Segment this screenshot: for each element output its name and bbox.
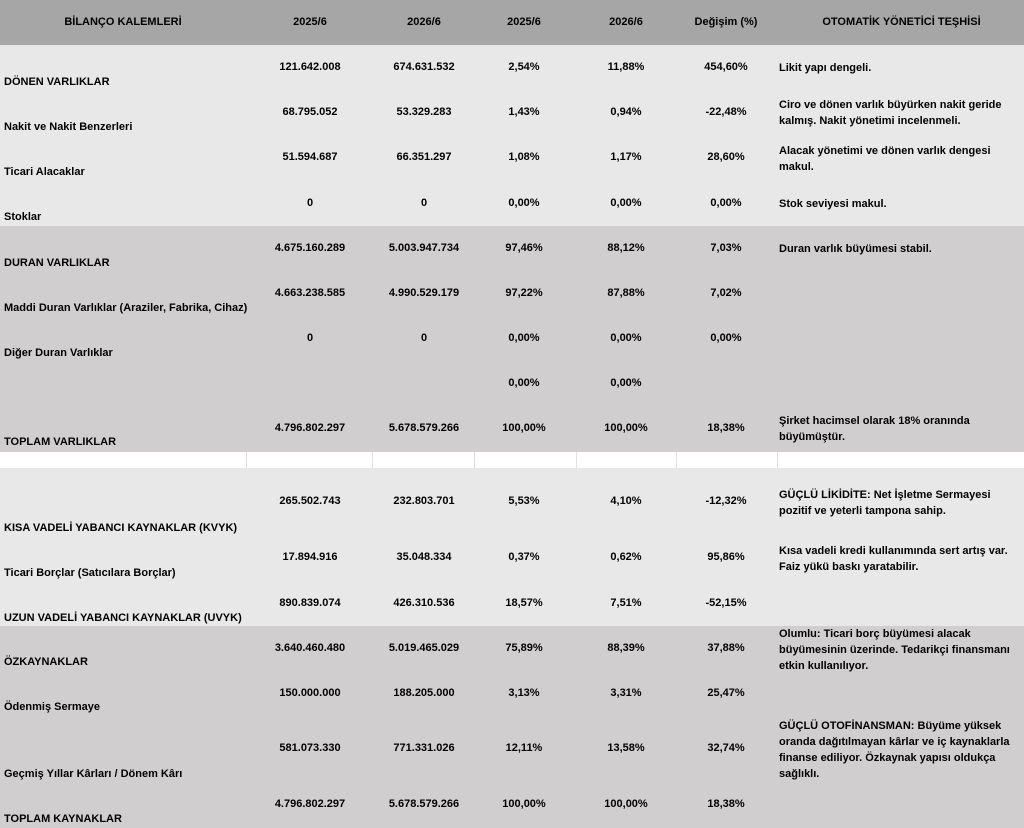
value-2025: 121.642.008 bbox=[279, 61, 341, 73]
pct-2026: 100,00% bbox=[604, 422, 648, 434]
pct-2025: 97,46% bbox=[505, 242, 543, 254]
value-2026: 771.331.026 bbox=[393, 742, 455, 754]
row-label: Nakit ve Nakit Benzerleri bbox=[4, 121, 133, 133]
diagnosis-note: Duran varlık büyümesi stabil. bbox=[779, 243, 932, 255]
header-items: BİLANÇO KALEMLERİ bbox=[64, 16, 182, 28]
pct-2025: 75,89% bbox=[505, 642, 543, 654]
value-2026: 0 bbox=[420, 197, 428, 209]
value-2026: 0 bbox=[420, 332, 428, 344]
value-2025: 581.073.330 bbox=[279, 742, 341, 754]
header-year-2: 2026/6 bbox=[407, 16, 441, 28]
row-label: Ödenmiş Sermaye bbox=[4, 701, 100, 713]
value-2025: 4.796.802.297 bbox=[274, 422, 346, 434]
change-pct: -52,15% bbox=[705, 597, 747, 609]
pct-2026: 1,17% bbox=[610, 151, 642, 163]
header-year-2-pct: 2026/6 bbox=[609, 16, 643, 28]
pct-2025: 12,11% bbox=[505, 742, 543, 754]
change-pct: 0,00% bbox=[710, 197, 742, 209]
value-2026: 4.990.529.179 bbox=[388, 287, 460, 299]
row-label: Diğer Duran Varlıklar bbox=[4, 347, 113, 359]
diagnosis-note: Kısa vadeli kredi kullanımında sert artış var. Faiz yükü baskı yaratabilir. bbox=[779, 545, 1008, 573]
value-2026: 5.019.465.029 bbox=[388, 642, 460, 654]
value-2025: 265.502.743 bbox=[279, 495, 341, 507]
change-pct: 37,88% bbox=[707, 642, 745, 654]
row-label: TOPLAM VARLIKLAR bbox=[4, 436, 117, 448]
value-2026: 66.351.297 bbox=[396, 151, 452, 163]
change-pct: 18,38% bbox=[707, 422, 745, 434]
pct-2025: 97,22% bbox=[505, 287, 543, 299]
gap-divider bbox=[676, 452, 677, 468]
pct-2025: 2,54% bbox=[508, 61, 540, 73]
pct-2025: 0,00% bbox=[508, 377, 540, 389]
value-2026: 426.310.536 bbox=[393, 597, 455, 609]
value-2025: 68.795.052 bbox=[282, 106, 338, 118]
value-2025: 3.640.460.480 bbox=[274, 642, 346, 654]
value-2026: 53.329.283 bbox=[396, 106, 452, 118]
pct-2025: 0,37% bbox=[508, 551, 540, 563]
change-pct: 28,60% bbox=[707, 151, 745, 163]
gap-divider bbox=[372, 452, 373, 468]
pct-2025: 1,08% bbox=[508, 151, 540, 163]
change-pct: 95,86% bbox=[707, 551, 745, 563]
pct-2025: 0,00% bbox=[508, 197, 540, 209]
pct-2025: 100,00% bbox=[502, 422, 546, 434]
pct-2026: 11,88% bbox=[607, 61, 645, 73]
pct-2025: 5,53% bbox=[508, 495, 540, 507]
row-label: DÖNEN VARLIKLAR bbox=[4, 76, 110, 88]
gap-divider bbox=[777, 452, 778, 468]
value-2025: 17.894.916 bbox=[282, 551, 338, 563]
pct-2026: 87,88% bbox=[607, 287, 645, 299]
pct-2026: 0,62% bbox=[610, 551, 642, 563]
row-label: KISA VADELİ YABANCI KAYNAKLAR (KVYK) bbox=[4, 522, 238, 534]
value-2025: 4.663.238.585 bbox=[274, 287, 346, 299]
value-2025: 4.796.802.297 bbox=[274, 798, 346, 810]
change-pct: 18,38% bbox=[707, 798, 745, 810]
pct-2026: 3,31% bbox=[610, 687, 642, 699]
change-pct: 7,02% bbox=[710, 287, 742, 299]
pct-2026: 13,58% bbox=[607, 742, 645, 754]
value-2025: 890.839.074 bbox=[279, 597, 341, 609]
change-pct: 25,47% bbox=[707, 687, 745, 699]
pct-2026: 7,51% bbox=[610, 597, 642, 609]
row-label: Ticari Borçlar (Satıcılara Borçlar) bbox=[4, 567, 176, 579]
pct-2025: 3,13% bbox=[508, 687, 540, 699]
diagnosis-note: Şirket hacimsel olarak 18% oranında büyümüştür. bbox=[779, 415, 970, 443]
header-change: Değişim (%) bbox=[694, 16, 758, 28]
value-2026: 5.678.579.266 bbox=[388, 798, 460, 810]
value-2026: 674.631.532 bbox=[393, 61, 455, 73]
gap-divider bbox=[474, 452, 475, 468]
value-2025: 0 bbox=[306, 197, 314, 209]
value-2026: 232.803.701 bbox=[393, 495, 455, 507]
change-pct: 454,60% bbox=[704, 61, 748, 73]
row-label: ÖZKAYNAKLAR bbox=[4, 656, 88, 668]
row-label: Geçmiş Yıllar Kârları / Dönem Kârı bbox=[4, 768, 183, 780]
diagnosis-note: Ciro ve dönen varlık büyürken nakit geride kalmış. Nakit yönetimi incelenmeli. bbox=[779, 99, 1002, 127]
row-label: Maddi Duran Varlıklar (Araziler, Fabrika, Cihaz) bbox=[4, 302, 248, 314]
diagnosis-note: Olumlu: Ticari borç büyümesi alacak büyümesinin üzerinde. Tedarikçi finansmanı etkin kullanılıyor. bbox=[779, 628, 1010, 672]
value-2026: 188.205.000 bbox=[393, 687, 455, 699]
diagnosis-note: Likit yapı dengeli. bbox=[779, 62, 872, 74]
header-diagnosis: OTOMATİK YÖNETİCİ TEŞHİSİ bbox=[822, 16, 981, 28]
pct-2026: 100,00% bbox=[604, 798, 648, 810]
pct-2025: 100,00% bbox=[502, 798, 546, 810]
value-2026: 35.048.334 bbox=[396, 551, 452, 563]
diagnosis-note: GÜÇLÜ LİKİDİTE: Net İşletme Sermayesi pozitif ve yeterli tampona sahip. bbox=[779, 489, 991, 517]
value-2025: 150.000.000 bbox=[279, 687, 341, 699]
row-label: Ticari Alacaklar bbox=[4, 166, 85, 178]
value-2025: 0 bbox=[306, 332, 314, 344]
pct-2026: 0,94% bbox=[610, 106, 642, 118]
change-pct: 32,74% bbox=[707, 742, 745, 754]
value-2026: 5.003.947.734 bbox=[388, 242, 460, 254]
pct-2026: 0,00% bbox=[610, 332, 642, 344]
pct-2025: 1,43% bbox=[508, 106, 540, 118]
row-label: Stoklar bbox=[4, 211, 42, 223]
gap-divider bbox=[576, 452, 577, 468]
pct-2025: 0,00% bbox=[508, 332, 540, 344]
pct-2026: 88,39% bbox=[607, 642, 645, 654]
gap-divider bbox=[246, 452, 247, 468]
value-2025: 4.675.160.289 bbox=[274, 242, 346, 254]
pct-2026: 0,00% bbox=[610, 377, 642, 389]
change-pct: -12,32% bbox=[705, 495, 747, 507]
header-year-1: 2025/6 bbox=[293, 16, 327, 28]
diagnosis-note: GÜÇLÜ OTOFİNANSMAN: Büyüme yüksek oranda dağıtılmayan kârlar ve iç kaynaklarla finanse ediliyor. Özkaynak yapısı oldukça sağlıklı. bbox=[779, 720, 1010, 780]
pct-2026: 4,10% bbox=[610, 495, 642, 507]
row-label: DURAN VARLIKLAR bbox=[4, 257, 110, 269]
diagnosis-note: Stok seviyesi makul. bbox=[779, 198, 887, 210]
value-2025: 51.594.687 bbox=[282, 151, 338, 163]
row-label: UZUN VADELİ YABANCI KAYNAKLAR (UVYK) bbox=[4, 612, 242, 624]
pct-2026: 88,12% bbox=[607, 242, 645, 254]
pct-2025: 18,57% bbox=[505, 597, 543, 609]
pct-2026: 0,00% bbox=[610, 197, 642, 209]
change-pct: 7,03% bbox=[710, 242, 742, 254]
diagnosis-note: Alacak yönetimi ve dönen varlık dengesi makul. bbox=[779, 145, 991, 173]
value-2026: 5.678.579.266 bbox=[388, 422, 460, 434]
section-gap bbox=[0, 452, 1024, 468]
change-pct: -22,48% bbox=[705, 106, 747, 118]
row-label: TOPLAM KAYNAKLAR bbox=[4, 813, 122, 825]
header-year-1-pct: 2025/6 bbox=[507, 16, 541, 28]
change-pct: 0,00% bbox=[710, 332, 742, 344]
